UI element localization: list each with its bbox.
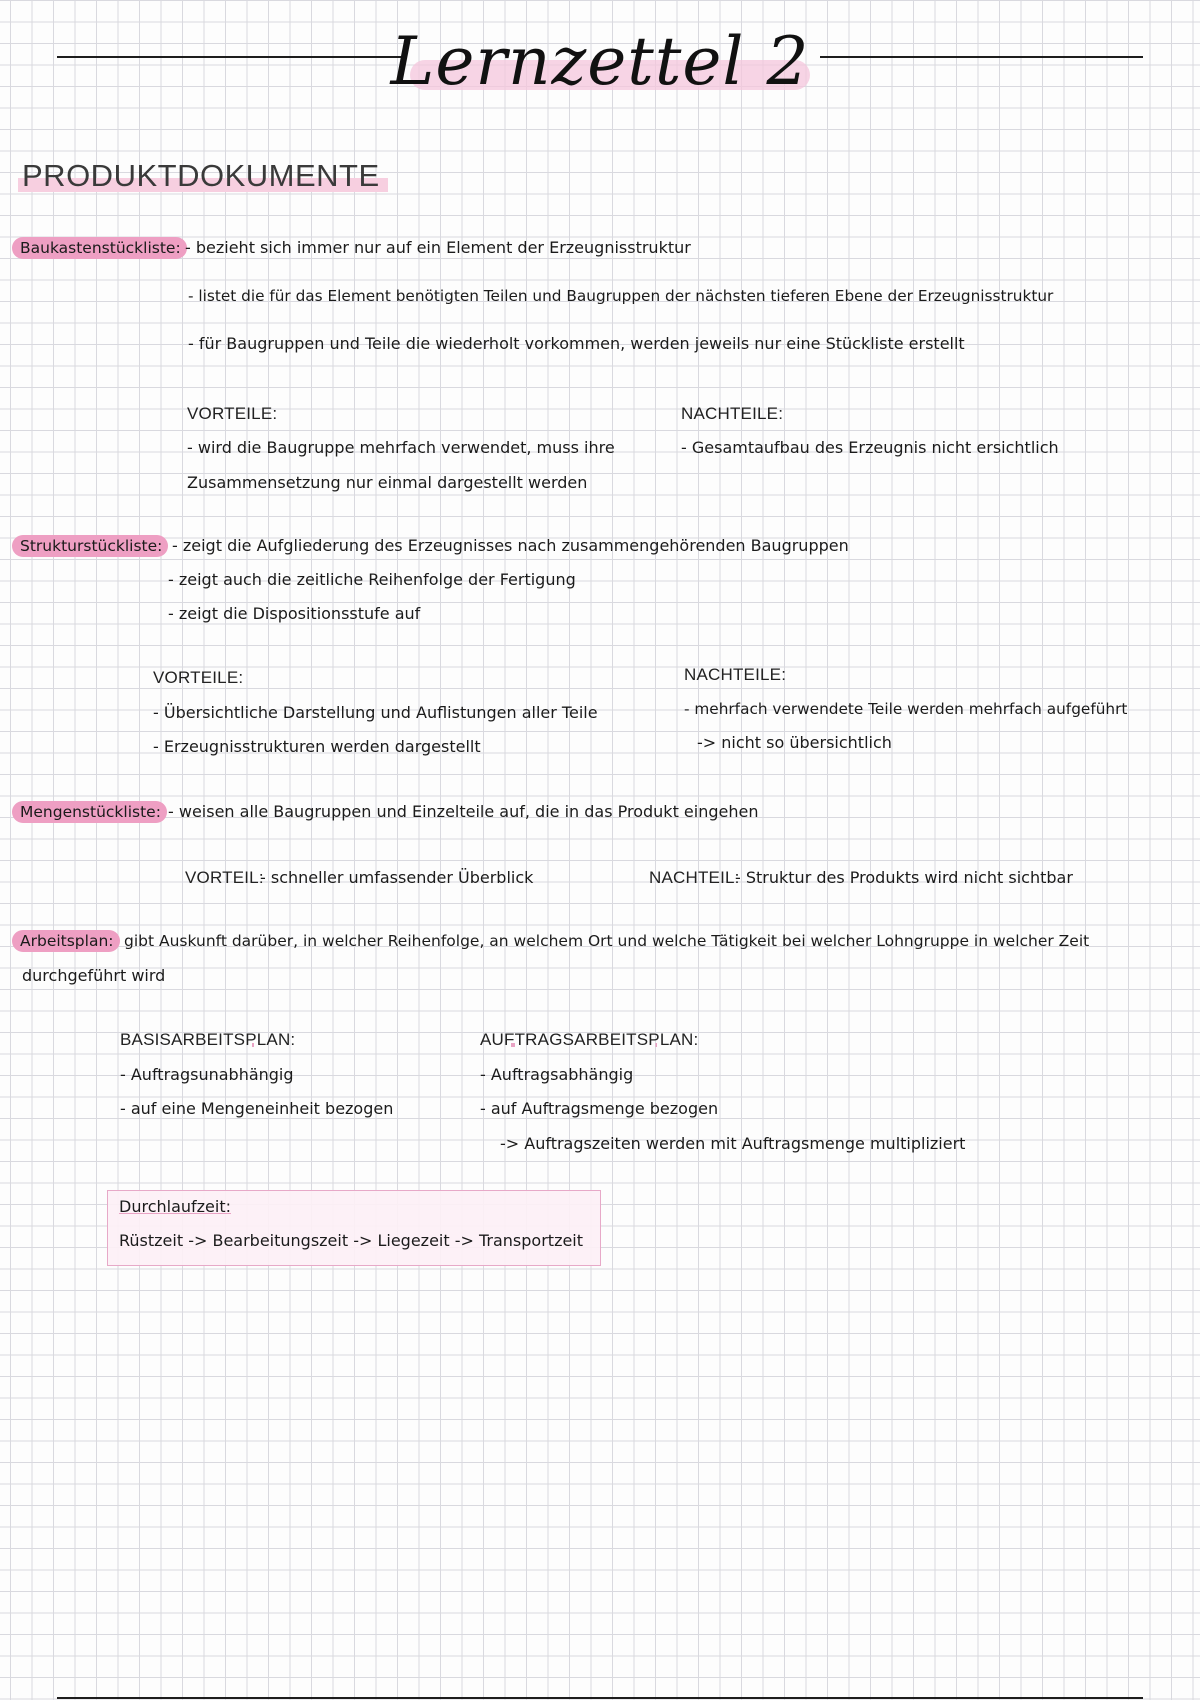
basisarbeitsplan-item-2: - auf eine Mengeneinheit bezogen xyxy=(120,1099,394,1118)
struktur-vorteile-title: VORTEILE: xyxy=(153,668,244,687)
baukasten-vorteile-title: VORTEILE: xyxy=(187,404,278,423)
struktur-line-1: - zeigt die Aufgliederung des Erzeugnisses nach zusammengehörenden Baugruppen xyxy=(172,536,849,555)
durchlaufzeit-box xyxy=(107,1190,601,1266)
mengen-line: - weisen alle Baugruppen und Einzelteile auf, die in das Produkt eingehen xyxy=(168,802,759,821)
page-title: Lernzettel 2 xyxy=(390,23,810,100)
basisarbeitsplan-item-1: - Auftragsunabhängig xyxy=(120,1065,294,1084)
section-heading: PRODUKTDOKUMENTE xyxy=(18,156,388,196)
baukasten-line-1: - bezieht sich immer nur auf ein Element der Erzeugnisstruktur xyxy=(185,238,691,257)
baukasten-vorteil-2: Zusammensetzung nur einmal dargestellt werden xyxy=(187,473,588,492)
top-rule-right xyxy=(820,56,1143,58)
mengen-vorteil-title: VORTEIL: xyxy=(185,868,264,887)
struktur-nachteile-title: NACHTEILE: xyxy=(684,665,787,684)
struktur-vorteil-1: - Übersichtliche Darstellung und Auflistungen aller Teile xyxy=(153,703,598,722)
baukasten-label: Baukastenstückliste: xyxy=(12,237,187,259)
struktur-line-3: - zeigt die Dispositionsstufe auf xyxy=(168,604,421,623)
auftragsarbeitsplan-item-1: - Auftragsabhängig xyxy=(480,1065,634,1084)
struktur-nachteil-1: - mehrfach verwendete Teile werden mehrfach aufgeführt xyxy=(684,700,1128,718)
baukasten-nachteil-1: - Gesamtaufbau des Erzeugnis nicht ersichtlich xyxy=(681,438,1059,457)
arbeitsplan-line-2: durchgeführt wird xyxy=(22,966,166,985)
bottom-rule xyxy=(57,1697,1143,1699)
baukasten-line-2: - listet die für das Element benötigten Teilen und Baugruppen der nächsten tieferen Ebene der Erzeugnisstruktur xyxy=(188,287,1054,305)
baukasten-line-3: - für Baugruppen und Teile die wiederholt vorkommen, werden jeweils nur eine Stückliste erstellt xyxy=(188,334,965,353)
mengen-label: Mengenstückliste: xyxy=(12,801,167,823)
mengen-vorteil: - schneller umfassender Überblick xyxy=(260,868,534,887)
mengen-nachteil: - Struktur des Produkts wird nicht sichtbar xyxy=(735,868,1073,887)
top-rule-left xyxy=(57,56,407,58)
struktur-label: Strukturstückliste: xyxy=(12,535,168,557)
struktur-nachteil-2: -> nicht so übersichtlich xyxy=(697,733,892,752)
struktur-vorteil-2: - Erzeugnisstrukturen werden dargestellt xyxy=(153,737,481,756)
baukasten-nachteile-title: NACHTEILE: xyxy=(681,404,784,423)
auftragsarbeitsplan-item-3: -> Auftragszeiten werden mit Auftragsmenge multipliziert xyxy=(500,1134,966,1153)
durchlaufzeit-line: Rüstzeit -> Bearbeitungszeit -> Liegezeit -> Transportzeit xyxy=(119,1231,584,1250)
durchlaufzeit-title: Durchlaufzeit: xyxy=(119,1197,231,1216)
mengen-nachteil-title: NACHTEIL: xyxy=(649,868,740,887)
baukasten-vorteil-1: - wird die Baugruppe mehrfach verwendet, muss ihre xyxy=(187,438,615,457)
arbeitsplan-line-1: gibt Auskunft darüber, in welcher Reihenfolge, an welchem Ort und welche Tätigkeit bei welcher Lohngruppe in welcher Zeit xyxy=(124,932,1090,950)
auftragsarbeitsplan-title: AUFTRAGSARBEITSPLAN: xyxy=(480,1030,699,1049)
struktur-line-2: - zeigt auch die zeitliche Reihenfolge der Fertigung xyxy=(168,570,576,589)
arbeitsplan-label: Arbeitsplan: xyxy=(12,930,120,952)
basisarbeitsplan-title: BASISARBEITSPLAN: xyxy=(120,1030,296,1049)
auftragsarbeitsplan-item-2: - auf Auftragsmenge bezogen xyxy=(480,1099,719,1118)
